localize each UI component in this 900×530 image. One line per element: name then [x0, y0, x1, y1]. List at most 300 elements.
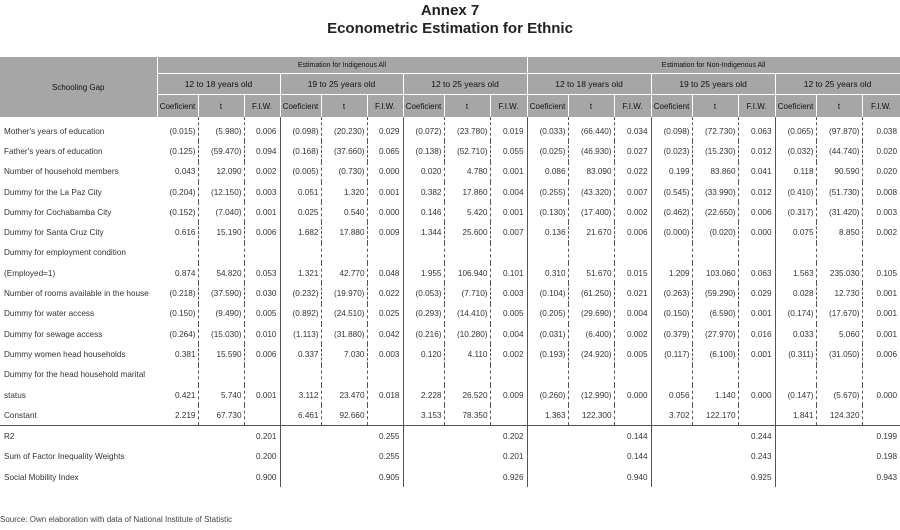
- fiw-cell: [367, 365, 403, 385]
- t-stat-header: t: [692, 95, 738, 118]
- coefficient-cell: 3.112: [280, 385, 321, 405]
- stat-value: 0.202: [403, 426, 527, 447]
- table-row: [0, 365, 900, 385]
- coefficient-cell: 0.382: [403, 182, 444, 202]
- t-stat-cell: (12.990): [568, 385, 614, 405]
- coefficient-cell: [775, 365, 816, 385]
- fiw-cell: 0.002: [614, 324, 651, 344]
- t-stat-cell: (17.670): [816, 304, 862, 324]
- coefficient-cell: (0.410): [775, 182, 816, 202]
- row-label: Dummy for sewage access: [4, 329, 103, 339]
- coefficient-cell: 6.461: [280, 405, 321, 426]
- fiw-cell: 0.003: [876, 207, 898, 217]
- t-stat-cell: (44.740): [816, 141, 862, 161]
- t-stat-header: t: [816, 95, 862, 118]
- annex-title: Econometric Estimation for Ethnic: [327, 20, 573, 37]
- t-stat-cell: [568, 243, 614, 263]
- coefficient-cell: (0.379): [651, 324, 692, 344]
- table-row: [0, 243, 900, 263]
- coefficient-cell: (0.098): [280, 117, 321, 141]
- fiw-header: F.I.W.: [614, 95, 651, 118]
- fiw-cell: 0.001: [876, 329, 898, 339]
- fiw-cell: 0.053: [244, 263, 280, 283]
- coefficient-cell: 0.136: [527, 222, 568, 242]
- coefficient-cell: (0.168): [280, 141, 321, 161]
- coefficient-header: Coeficient: [527, 95, 568, 118]
- row-label: (Employed=1): [4, 268, 56, 278]
- coefficient-cell: (0.023): [651, 141, 692, 161]
- coefficient-cell: 1.563: [775, 263, 816, 283]
- t-stat-cell: (19.970): [321, 283, 367, 303]
- t-stat-cell: [568, 365, 614, 385]
- coefficient-cell: 1.321: [280, 263, 321, 283]
- fiw-cell: 0.007: [490, 222, 527, 242]
- fiw-cell: 0.006: [738, 202, 775, 222]
- coefficient-cell: (0.025): [527, 141, 568, 161]
- coefficient-cell: (0.147): [775, 385, 816, 405]
- t-stat-cell: 103.060: [692, 263, 738, 283]
- fiw-cell: 0.002: [876, 228, 898, 238]
- t-stat-cell: (5.670): [816, 385, 862, 405]
- fiw-cell: [244, 243, 280, 263]
- fiw-cell: 0.063: [738, 263, 775, 283]
- fiw-cell: [367, 405, 403, 426]
- fiw-cell: [490, 405, 527, 426]
- coefficient-cell: (0.232): [280, 283, 321, 303]
- fiw-cell: [367, 243, 403, 263]
- t-stat-cell: (29.690): [568, 304, 614, 324]
- coefficient-cell: [527, 243, 568, 263]
- t-stat-cell: (17.400): [568, 202, 614, 222]
- fiw-cell: 0.022: [614, 162, 651, 182]
- t-stat-cell: 8.850: [816, 222, 862, 242]
- table-row: [0, 182, 900, 202]
- table-row: [0, 405, 900, 426]
- fiw-cell: 0.022: [367, 283, 403, 303]
- fiw-cell: 0.000: [876, 390, 898, 400]
- coefficient-cell: (0.193): [527, 344, 568, 364]
- fiw-cell: 0.006: [876, 349, 898, 359]
- row-label: Number of household members: [4, 167, 119, 177]
- fiw-cell: 0.038: [876, 126, 898, 136]
- annex-number: Annex 7: [420, 2, 480, 19]
- t-stat-cell: (15.230): [692, 141, 738, 161]
- stat-value: 0.200: [157, 447, 280, 467]
- t-stat-cell: 1.320: [321, 182, 367, 202]
- coefficient-cell: (0.072): [403, 117, 444, 141]
- coefficient-cell: (0.311): [775, 344, 816, 364]
- t-stat-cell: 12.090: [198, 162, 244, 182]
- t-stat-cell: 122.170: [692, 405, 738, 426]
- t-stat-cell: 67.730: [198, 405, 244, 426]
- table-row: [0, 304, 900, 324]
- t-stat-cell: (72.730): [692, 117, 738, 141]
- fiw-cell: 0.001: [244, 202, 280, 222]
- fiw-cell: 0.065: [367, 141, 403, 161]
- fiw-header: F.I.W.: [367, 95, 403, 118]
- fiw-cell: 0.029: [367, 117, 403, 141]
- estimation-table: [0, 57, 900, 487]
- fiw-cell: 0.006: [614, 222, 651, 242]
- t-stat-cell: (7.040): [198, 202, 244, 222]
- coefficient-cell: [527, 365, 568, 385]
- fiw-cell: 0.001: [367, 182, 403, 202]
- fiw-cell: 0.004: [490, 324, 527, 344]
- fiw-cell: 0.029: [738, 283, 775, 303]
- coefficient-cell: (0.015): [157, 117, 198, 141]
- coefficient-cell: (0.065): [775, 117, 816, 141]
- t-stat-cell: 0.540: [321, 202, 367, 222]
- t-stat-cell: (52.710): [444, 141, 490, 161]
- t-stat-cell: (15.030): [198, 324, 244, 344]
- t-stat-cell: (43.320): [568, 182, 614, 202]
- t-stat-cell: 54.820: [198, 263, 244, 283]
- coefficient-cell: 0.337: [280, 344, 321, 364]
- stat-value: 0.925: [651, 467, 775, 487]
- t-stat-cell: 7.030: [321, 344, 367, 364]
- table-row: [0, 344, 900, 364]
- table-row: [0, 385, 900, 405]
- age-range-header: 12 to 25 years old: [403, 74, 527, 95]
- fiw-cell: 0.000: [738, 385, 775, 405]
- fiw-cell: 0.001: [738, 304, 775, 324]
- coefficient-cell: (0.150): [651, 304, 692, 324]
- coefficient-cell: 0.056: [651, 385, 692, 405]
- t-stat-cell: (61.250): [568, 283, 614, 303]
- t-stat-cell: 15.190: [198, 222, 244, 242]
- t-stat-cell: (31.050): [816, 344, 862, 364]
- fiw-cell: 0.001: [876, 309, 898, 319]
- t-stat-cell: 23.470: [321, 385, 367, 405]
- t-stat-header: t: [321, 95, 367, 118]
- fiw-cell: [862, 365, 900, 385]
- t-stat-cell: [321, 365, 367, 385]
- summary-stats: [0, 426, 900, 487]
- stat-label: Social Mobility Index: [4, 472, 79, 482]
- fiw-cell: [862, 405, 900, 426]
- fiw-cell: 0.063: [738, 117, 775, 141]
- coefficient-cell: [403, 365, 444, 385]
- t-stat-cell: (7.710): [444, 283, 490, 303]
- stat-value: 0.943: [876, 472, 898, 482]
- coefficient-cell: [651, 243, 692, 263]
- stat-value: 0.940: [527, 467, 651, 487]
- fiw-cell: 0.020: [876, 146, 898, 156]
- stat-value: 0.199: [775, 426, 900, 447]
- fiw-cell: [244, 365, 280, 385]
- stat-row: [0, 467, 900, 487]
- coefficient-cell: (0.000): [651, 222, 692, 242]
- fiw-cell: 0.005: [614, 344, 651, 364]
- t-stat-cell: (37.660): [321, 141, 367, 161]
- t-stat-cell: 25.600: [444, 222, 490, 242]
- coefficient-header: Coeficient: [157, 95, 198, 118]
- coefficient-cell: (0.205): [527, 304, 568, 324]
- coefficient-cell: [775, 243, 816, 263]
- row-label: Constant: [4, 410, 37, 420]
- fiw-cell: 0.006: [244, 222, 280, 242]
- t-stat-cell: [816, 365, 862, 385]
- coefficient-cell: (0.174): [775, 304, 816, 324]
- fiw-cell: 0.003: [367, 344, 403, 364]
- coefficient-cell: (0.033): [527, 117, 568, 141]
- t-stat-cell: 5.740: [198, 385, 244, 405]
- fiw-cell: [490, 365, 527, 385]
- fiw-cell: 0.008: [876, 187, 898, 197]
- fiw-cell: 0.030: [244, 283, 280, 303]
- t-stat-cell: (22.650): [692, 202, 738, 222]
- coefficient-cell: (0.462): [651, 202, 692, 222]
- t-stat-cell: (59.290): [692, 283, 738, 303]
- fiw-cell: 0.015: [614, 263, 651, 283]
- stat-label: R2: [0, 426, 157, 447]
- t-stat-cell: (20.230): [321, 117, 367, 141]
- t-stat-cell: (97.870): [816, 117, 862, 141]
- coefficient-header: Coeficient: [651, 95, 692, 118]
- fiw-cell: 0.002: [490, 344, 527, 364]
- coefficient-cell: 0.874: [157, 263, 198, 283]
- row-label: status: [4, 390, 26, 400]
- age-range-header: 19 to 25 years old: [280, 74, 403, 95]
- stat-value: 0.900: [157, 467, 280, 487]
- row-label: Dummy for Santa Cruz City: [4, 228, 104, 238]
- coefficient-cell: (0.150): [157, 304, 198, 324]
- t-stat-cell: (14.410): [444, 304, 490, 324]
- fiw-cell: 0.101: [490, 263, 527, 283]
- coefficient-cell: 0.051: [280, 182, 321, 202]
- coefficient-cell: 0.043: [157, 162, 198, 182]
- t-stat-header: t: [444, 95, 490, 118]
- coefficient-cell: (0.104): [527, 283, 568, 303]
- t-stat-cell: 83.090: [568, 162, 614, 182]
- t-stat-cell: 21.670: [568, 222, 614, 242]
- t-stat-cell: 4.780: [444, 162, 490, 182]
- fiw-cell: 0.020: [876, 167, 898, 177]
- coefficient-cell: (0.216): [403, 324, 444, 344]
- fiw-cell: 0.001: [876, 289, 898, 299]
- coefficient-cell: 0.146: [403, 202, 444, 222]
- fiw-cell: 0.003: [490, 283, 527, 303]
- fiw-cell: 0.004: [614, 304, 651, 324]
- coefficient-cell: (0.218): [157, 283, 198, 303]
- t-stat-cell: 122.300: [568, 405, 614, 426]
- coefficient-cell: 1.682: [280, 222, 321, 242]
- t-stat-cell: (6.590): [692, 304, 738, 324]
- coefficient-cell: 0.616: [157, 222, 198, 242]
- t-stat-cell: (5.980): [198, 117, 244, 141]
- fiw-header: F.I.W.: [738, 95, 775, 118]
- coefficient-cell: (0.293): [403, 304, 444, 324]
- fiw-cell: 0.094: [244, 141, 280, 161]
- age-range-header: 12 to 18 years old: [157, 74, 280, 95]
- table-row: [0, 202, 900, 222]
- fiw-cell: 0.009: [490, 385, 527, 405]
- t-stat-cell: 235.030: [816, 263, 862, 283]
- t-stat-cell: (27.970): [692, 324, 738, 344]
- fiw-cell: 0.027: [614, 141, 651, 161]
- fiw-cell: 0.004: [490, 182, 527, 202]
- fiw-cell: [738, 243, 775, 263]
- coefficient-cell: (0.053): [403, 283, 444, 303]
- coefficient-cell: (0.138): [403, 141, 444, 161]
- fiw-cell: 0.001: [490, 162, 527, 182]
- coefficient-cell: (0.545): [651, 182, 692, 202]
- t-stat-cell: 17.880: [321, 222, 367, 242]
- t-stat-cell: (0.730): [321, 162, 367, 182]
- row-label: Number of rooms available in the house: [4, 289, 149, 299]
- coefficient-cell: [157, 243, 198, 263]
- t-stat-header: t: [198, 95, 244, 118]
- t-stat-cell: [692, 243, 738, 263]
- coefficient-cell: 1.841: [775, 405, 816, 426]
- coefficient-cell: 0.075: [775, 222, 816, 242]
- fiw-cell: 0.001: [244, 385, 280, 405]
- stat-value: 0.201: [157, 426, 280, 447]
- t-stat-cell: 106.940: [444, 263, 490, 283]
- coefficient-cell: 0.033: [775, 324, 816, 344]
- group-header-non-indigenous: Estimation for Non-Indigenous All: [527, 57, 900, 74]
- t-stat-cell: 124.320: [816, 405, 862, 426]
- coefficient-cell: [651, 365, 692, 385]
- coefficient-cell: 0.310: [527, 263, 568, 283]
- coefficient-cell: 3.153: [403, 405, 444, 426]
- fiw-cell: 0.009: [367, 222, 403, 242]
- t-stat-cell: [444, 365, 490, 385]
- fiw-cell: 0.001: [490, 202, 527, 222]
- fiw-cell: [738, 405, 775, 426]
- stub-header: Schooling Gap: [0, 57, 157, 117]
- stat-value: 0.243: [651, 447, 775, 467]
- coefficient-cell: 0.118: [775, 162, 816, 182]
- t-stat-cell: (6.400): [568, 324, 614, 344]
- row-label: Dummy for the head household marital: [4, 370, 146, 380]
- coefficient-cell: 1.955: [403, 263, 444, 283]
- fiw-cell: 0.000: [738, 222, 775, 242]
- fiw-cell: 0.016: [738, 324, 775, 344]
- page-title: [0, 2, 900, 38]
- t-stat-cell: 92.660: [321, 405, 367, 426]
- coefficient-cell: 0.421: [157, 385, 198, 405]
- fiw-header: F.I.W.: [490, 95, 527, 118]
- coefficient-cell: (0.255): [527, 182, 568, 202]
- t-stat-cell: 90.590: [816, 162, 862, 182]
- row-label: Dummy for Cochabamba City: [4, 207, 112, 217]
- fiw-cell: 0.012: [738, 182, 775, 202]
- t-stat-cell: (51.730): [816, 182, 862, 202]
- stat-value: 0.255: [280, 426, 403, 447]
- coefficient-cell: (0.031): [527, 324, 568, 344]
- row-label: Mother's years of education: [4, 126, 105, 136]
- t-stat-cell: 83.860: [692, 162, 738, 182]
- t-stat-cell: [816, 243, 862, 263]
- t-stat-cell: (31.880): [321, 324, 367, 344]
- coefficient-cell: (0.098): [651, 117, 692, 141]
- table-row: [0, 117, 900, 141]
- fiw-cell: 0.000: [614, 385, 651, 405]
- t-stat-cell: [444, 243, 490, 263]
- coefficient-cell: 1.363: [527, 405, 568, 426]
- table-header: [0, 57, 900, 117]
- group-header-indigenous: Estimation for Indigenous All: [157, 57, 527, 74]
- coefficient-cell: (0.264): [157, 324, 198, 344]
- fiw-cell: 0.006: [244, 117, 280, 141]
- fiw-cell: [244, 405, 280, 426]
- fiw-cell: 0.003: [244, 182, 280, 202]
- coefficient-cell: (0.260): [527, 385, 568, 405]
- coefficient-cell: (1.113): [280, 324, 321, 344]
- coefficient-cell: 0.028: [775, 283, 816, 303]
- stat-value: 0.144: [527, 426, 651, 447]
- fiw-cell: 0.005: [490, 304, 527, 324]
- t-stat-cell: (10.280): [444, 324, 490, 344]
- fiw-cell: [490, 243, 527, 263]
- stat-value: 0.926: [403, 467, 527, 487]
- fiw-header: F.I.W.: [244, 95, 280, 118]
- fiw-header: F.I.W.: [862, 95, 900, 118]
- fiw-cell: 0.041: [738, 162, 775, 182]
- coefficient-cell: 1.209: [651, 263, 692, 283]
- fiw-cell: 0.021: [614, 283, 651, 303]
- fiw-cell: [862, 243, 900, 263]
- fiw-cell: 0.002: [244, 162, 280, 182]
- t-stat-cell: [692, 365, 738, 385]
- coefficient-header: Coeficient: [280, 95, 321, 118]
- t-stat-cell: (46.930): [568, 141, 614, 161]
- coefficient-cell: 0.025: [280, 202, 321, 222]
- t-stat-cell: 4.110: [444, 344, 490, 364]
- t-stat-cell: 42.770: [321, 263, 367, 283]
- t-stat-cell: (33.990): [692, 182, 738, 202]
- fiw-cell: 0.055: [490, 141, 527, 161]
- coefficient-cell: (0.032): [775, 141, 816, 161]
- coefficient-cell: (0.317): [775, 202, 816, 222]
- table-row: [0, 283, 900, 303]
- t-stat-cell: [198, 243, 244, 263]
- row-label: Dummy women head households: [4, 349, 126, 359]
- t-stat-cell: (6.100): [692, 344, 738, 364]
- coefficient-cell: (0.152): [157, 202, 198, 222]
- coefficient-header: Coeficient: [403, 95, 444, 118]
- fiw-cell: 0.012: [738, 141, 775, 161]
- fiw-cell: [614, 365, 651, 385]
- coefficient-cell: (0.204): [157, 182, 198, 202]
- t-stat-cell: 51.670: [568, 263, 614, 283]
- coefficient-cell: [280, 243, 321, 263]
- fiw-cell: 0.105: [876, 268, 898, 278]
- fiw-cell: 0.019: [490, 117, 527, 141]
- coefficient-cell: (0.117): [651, 344, 692, 364]
- fiw-cell: 0.048: [367, 263, 403, 283]
- coefficient-cell: 3.702: [651, 405, 692, 426]
- coefficient-cell: (0.005): [280, 162, 321, 182]
- fiw-cell: [738, 365, 775, 385]
- stat-value: 0.201: [403, 447, 527, 467]
- t-stat-cell: 5.420: [444, 202, 490, 222]
- fiw-cell: [614, 243, 651, 263]
- coefficient-cell: 2.228: [403, 385, 444, 405]
- coefficient-cell: 0.381: [157, 344, 198, 364]
- coefficient-cell: 1.344: [403, 222, 444, 242]
- t-stat-cell: (31.420): [816, 202, 862, 222]
- t-stat-cell: (0.020): [692, 222, 738, 242]
- coefficient-cell: (0.263): [651, 283, 692, 303]
- coefficient-cell: 0.086: [527, 162, 568, 182]
- coefficient-cell: (0.125): [157, 141, 198, 161]
- age-range-header: 12 to 18 years old: [527, 74, 651, 95]
- t-stat-cell: (9.490): [198, 304, 244, 324]
- fiw-cell: [614, 405, 651, 426]
- t-stat-cell: 17.860: [444, 182, 490, 202]
